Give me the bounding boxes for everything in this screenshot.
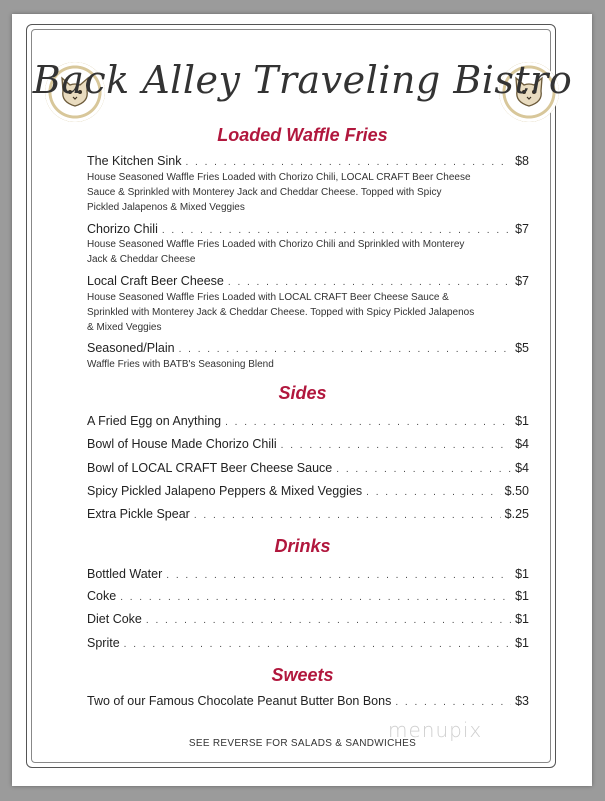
leader-dots	[162, 225, 511, 236]
item-price: $7	[515, 222, 529, 236]
item-name: Sprite	[87, 636, 120, 650]
leader-dots	[146, 615, 511, 626]
desc-line: Pickled Jalapenos & Mixed Veggies	[87, 202, 245, 213]
menu-item	[87, 589, 529, 603]
desc-line: House Seasoned Waffle Fries Loaded with LOCAL CRAFT Beer Cheese Sauce &	[87, 292, 449, 303]
leader-dots	[225, 417, 511, 428]
item-description	[87, 290, 517, 335]
item-price: $1	[515, 567, 529, 581]
item-name: Bottled Water	[87, 567, 163, 581]
menu-item	[87, 636, 529, 650]
item-name: Two of our Famous Chocolate Peanut Butter Bon Bons	[87, 694, 392, 708]
footer-note: SEE REVERSE FOR SALADS & SANDWICHES	[188, 738, 417, 749]
item-name: Spicy Pickled Jalapeno Peppers & Mixed Veggies	[87, 484, 363, 498]
leader-dots	[186, 157, 512, 168]
menu-item	[87, 507, 529, 521]
item-price: $1	[515, 414, 529, 428]
item-description	[87, 170, 517, 215]
leader-dots	[281, 440, 511, 451]
leader-dots	[336, 464, 511, 475]
menu-item	[87, 461, 529, 475]
menu-item	[87, 437, 529, 451]
watermark: menupix	[388, 718, 483, 742]
section-heading-sweets: Sweets	[271, 665, 334, 685]
menu-item	[87, 341, 529, 355]
leader-dots	[166, 570, 511, 581]
menu-item	[87, 612, 529, 626]
item-price: $1	[515, 589, 529, 603]
item-price: $.50	[504, 484, 529, 498]
leader-dots	[395, 697, 511, 708]
item-description	[87, 237, 517, 267]
desc-line: Sprinkled with Monterey Jack & Cheddar Cheese. Topped with Spicy Pickled Jalapenos	[87, 307, 475, 318]
leader-dots	[179, 344, 512, 355]
section-heading-drinks: Drinks	[274, 536, 331, 556]
item-name: Bowl of House Made Chorizo Chili	[87, 437, 277, 451]
section-heading-waffle-fries: Loaded Waffle Fries	[217, 125, 388, 145]
menu-item	[87, 567, 529, 581]
item-name: Coke	[87, 589, 117, 603]
leader-dots	[120, 592, 511, 603]
item-price: $4	[515, 461, 529, 475]
item-price: $5	[515, 341, 529, 355]
menu-item	[87, 484, 529, 498]
leader-dots	[124, 639, 511, 650]
item-price: $8	[515, 154, 529, 168]
desc-line: Sauce & Sprinkled with Monterey Jack and Cheddar Cheese. Topped with Spicy	[87, 187, 442, 198]
desc-line: & Mixed Veggies	[87, 322, 162, 333]
item-name: The Kitchen Sink	[87, 154, 182, 168]
bistro-title: Back Alley Traveling Bistro	[32, 58, 573, 102]
item-name: A Fried Egg on Anything	[87, 414, 222, 428]
item-price: $1	[515, 636, 529, 650]
leader-dots	[228, 277, 511, 288]
menu-item	[87, 154, 529, 168]
item-name: Extra Pickle Spear	[87, 507, 190, 521]
desc-line: House Seasoned Waffle Fries Loaded with Chorizo Chili, LOCAL CRAFT Beer Cheese	[87, 172, 471, 183]
leader-dots	[194, 510, 501, 521]
item-description	[87, 357, 517, 372]
desc-line: Waffle Fries with BATB's Seasoning Blend	[87, 359, 274, 370]
item-name: Diet Coke	[87, 612, 142, 626]
item-name: Bowl of LOCAL CRAFT Beer Cheese Sauce	[87, 461, 333, 475]
menu-item	[87, 414, 529, 428]
desc-line: Jack & Cheddar Cheese	[87, 254, 196, 265]
item-price: $.25	[504, 507, 529, 521]
item-name: Chorizo Chili	[87, 222, 158, 236]
menu-item	[87, 274, 529, 288]
item-name: Local Craft Beer Cheese	[87, 274, 224, 288]
section-heading-sides: Sides	[278, 383, 327, 403]
item-price: $4	[515, 437, 529, 451]
menu-item	[87, 222, 529, 236]
item-price: $1	[515, 612, 529, 626]
desc-line: House Seasoned Waffle Fries Loaded with Chorizo Chili and Sprinkled with Monterey	[87, 239, 465, 250]
leader-dots	[366, 487, 500, 498]
item-price: $3	[515, 694, 529, 708]
menu-item	[87, 694, 529, 708]
item-price: $7	[515, 274, 529, 288]
item-name: Seasoned/Plain	[87, 341, 175, 355]
